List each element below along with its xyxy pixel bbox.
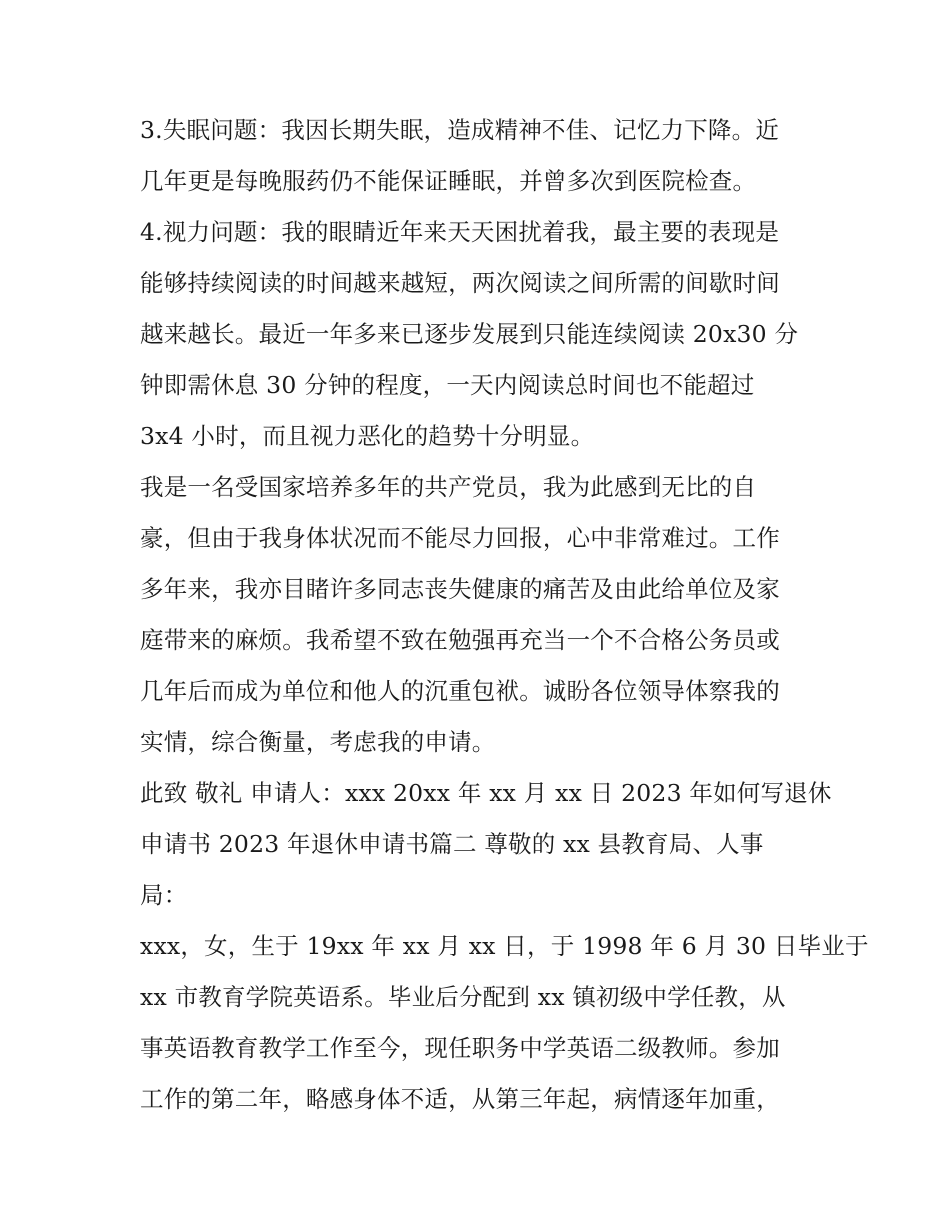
text-line: 实情，综合衡量，考虑我的申请。 <box>140 728 496 756</box>
text-line: xxx，女，生于 19xx 年 xx 月 xx 日，于 1998 年 6 月 30 日毕业于 <box>140 932 869 960</box>
text-line: 4.视力问题：我的眼睛近年来天天困扰着我，最主要的表现是 <box>140 218 780 246</box>
text-line: 多年来，我亦目睹许多同志丧失健康的痛苦及由此给单位及家 <box>140 575 780 603</box>
text-line: 钟即需休息 30 分钟的程度，一天内阅读总时间也不能超过 <box>140 371 755 399</box>
text-line: 3x4 小时，而且视力恶化的趋势十分明显。 <box>140 422 595 450</box>
text-line: 能够持续阅读的时间越来越短，两次阅读之间所需的间歇时间 <box>140 269 780 297</box>
text-line: 事英语教育教学工作至今，现任职务中学英语二级教师。参加 <box>140 1034 780 1062</box>
text-line: 几年后而成为单位和他人的沉重包袱。诚盼各位领导体察我的 <box>140 677 780 705</box>
text-line: 庭带来的麻烦。我希望不致在勉强再充当一个不合格公务员或 <box>140 626 780 654</box>
text-line: 局： <box>140 881 188 909</box>
text-line: 豪，但由于我身体状况而不能尽力回报，心中非常难过。工作 <box>140 524 780 552</box>
text-line: 越来越长。最近一年多来已逐步发展到只能连续阅读 20x30 分 <box>140 320 799 348</box>
text-line: xx 市教育学院英语系。毕业后分配到 xx 镇初级中学任教，从 <box>140 983 786 1011</box>
text-line: 此致 敬礼 申请人：xxx 20xx 年 xx 月 xx 日 2023 年如何写退休 <box>140 779 832 807</box>
text-line: 我是一名受国家培养多年的共产党员，我为此感到无比的自 <box>140 473 757 501</box>
text-line: 申请书 2023 年退休申请书篇二 尊敬的 xx 县教育局、人事 <box>140 830 764 858</box>
text-line: 几年更是每晚服药仍不能保证睡眠，并曾多次到医院检查。 <box>140 167 757 195</box>
document-body <box>140 105 869 1125</box>
text-line: 工作的第二年，略感身体不适，从第三年起，病情逐年加重， <box>140 1085 780 1113</box>
text-line: 3.失眠问题：我因长期失眠，造成精神不佳、记忆力下降。近 <box>140 116 780 144</box>
